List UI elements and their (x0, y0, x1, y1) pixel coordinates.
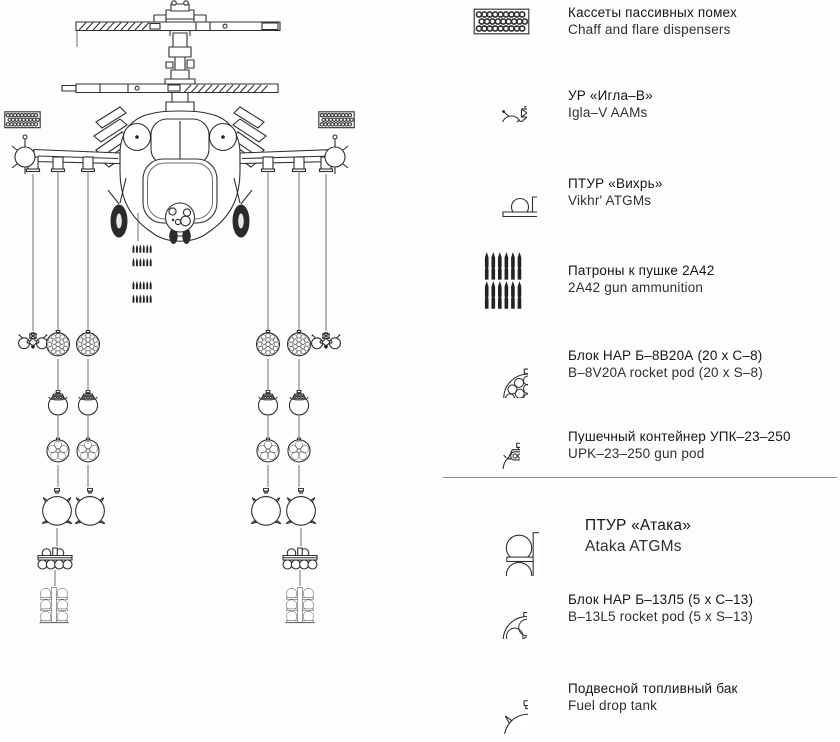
legend-label-ru: Блок НАР Б–13Л5 (5 х С–13) (568, 592, 754, 607)
fuel-drop-tank-icon (472, 667, 528, 734)
legend-label-ru: Пушечный контейнер УПК–23–250 (568, 429, 791, 444)
b8v20a-rocket-pod-icon (47, 330, 70, 355)
b13l5-rocket-pod-icon (47, 438, 69, 462)
b8v20a-rocket-pod-icon (288, 330, 311, 355)
legend-label-en: B–13L5 rocket pod (5 x S–13) (568, 609, 753, 624)
fuel-drop-tank-icon (286, 488, 316, 525)
legend-label-en: B–8V20A rocket pod (20 x S–8) (568, 365, 763, 380)
legend-label-ru: Подвесной топливный бак (568, 681, 738, 696)
ataka-atgm-rack-icon (39, 587, 68, 622)
igla-v-missile-icon (312, 332, 341, 349)
gun-ammo-belt-icon (133, 245, 152, 303)
b13l5-rocket-pod-icon (473, 581, 527, 639)
legend-label-ru: ПТУР «Атака» (585, 517, 692, 534)
b13l5-rocket-pod-icon (288, 438, 310, 462)
upk-23-250-gun-pod-icon (483, 423, 520, 469)
vikhr-atgm-rack-icon (38, 548, 72, 569)
b8v20a-rocket-pod-icon (77, 330, 100, 355)
legend-label-en: 2A42 gun ammunition (568, 280, 704, 295)
b13l5-rocket-pod-icon (257, 438, 279, 462)
fuel-drop-tank-icon (251, 488, 281, 525)
b8v20a-rocket-pod-icon (473, 337, 528, 398)
upk-23-250-gun-pod-icon (289, 390, 308, 415)
chaff-dispenser-icon (473, 8, 530, 35)
legend-label-en: Fuel drop tank (568, 698, 658, 713)
belly-pod-icon (166, 203, 195, 232)
b8v20a-rocket-pod-icon (257, 330, 280, 355)
legend-label-en: Chaff and flare dispensers (568, 22, 731, 37)
legend-label-en: UPK–23–250 gun pod (568, 446, 705, 461)
fuel-drop-tank-icon (75, 488, 105, 525)
upk-23-250-gun-pod-icon (48, 390, 67, 415)
legend-label-ru: Блок НАР Б–8В20А (20 х С–8) (568, 348, 763, 363)
vikhr-atgm-rack-icon (465, 169, 537, 217)
ataka-atgm-rack-icon (285, 587, 314, 622)
upk-23-250-gun-pod-icon (78, 390, 97, 415)
chaff-dispenser-icon (319, 112, 354, 128)
igla-v-missile-icon (19, 332, 48, 349)
fuel-drop-tank-icon (42, 488, 72, 525)
b13l5-rocket-pod-icon (77, 438, 99, 462)
legend-label-ru: ПТУР «Вихрь» (568, 176, 663, 191)
legend-divider (443, 477, 837, 478)
legend-label-ru: УР «Игла–В» (568, 88, 653, 103)
legend-label-ru: Кассеты пассивных помех (568, 5, 737, 20)
legend-label-ru: Патроны к пушке 2А42 (568, 263, 715, 278)
legend-label-en: Ataka ATGMs (585, 538, 682, 555)
upk-23-250-gun-pod-icon (258, 390, 277, 415)
chaff-dispenser-icon (5, 112, 40, 128)
coaxial-rotor-icon (62, 1, 280, 122)
legend-label-en: Vikhr' ATGMs (568, 193, 652, 208)
vikhr-atgm-rack-icon (283, 548, 317, 569)
ataka-atgm-rack-icon (465, 487, 539, 576)
gun-ammo-belt-icon (482, 252, 522, 310)
igla-v-missile-icon (475, 90, 527, 122)
legend-label-en: Igla–V AAMs (568, 105, 648, 120)
